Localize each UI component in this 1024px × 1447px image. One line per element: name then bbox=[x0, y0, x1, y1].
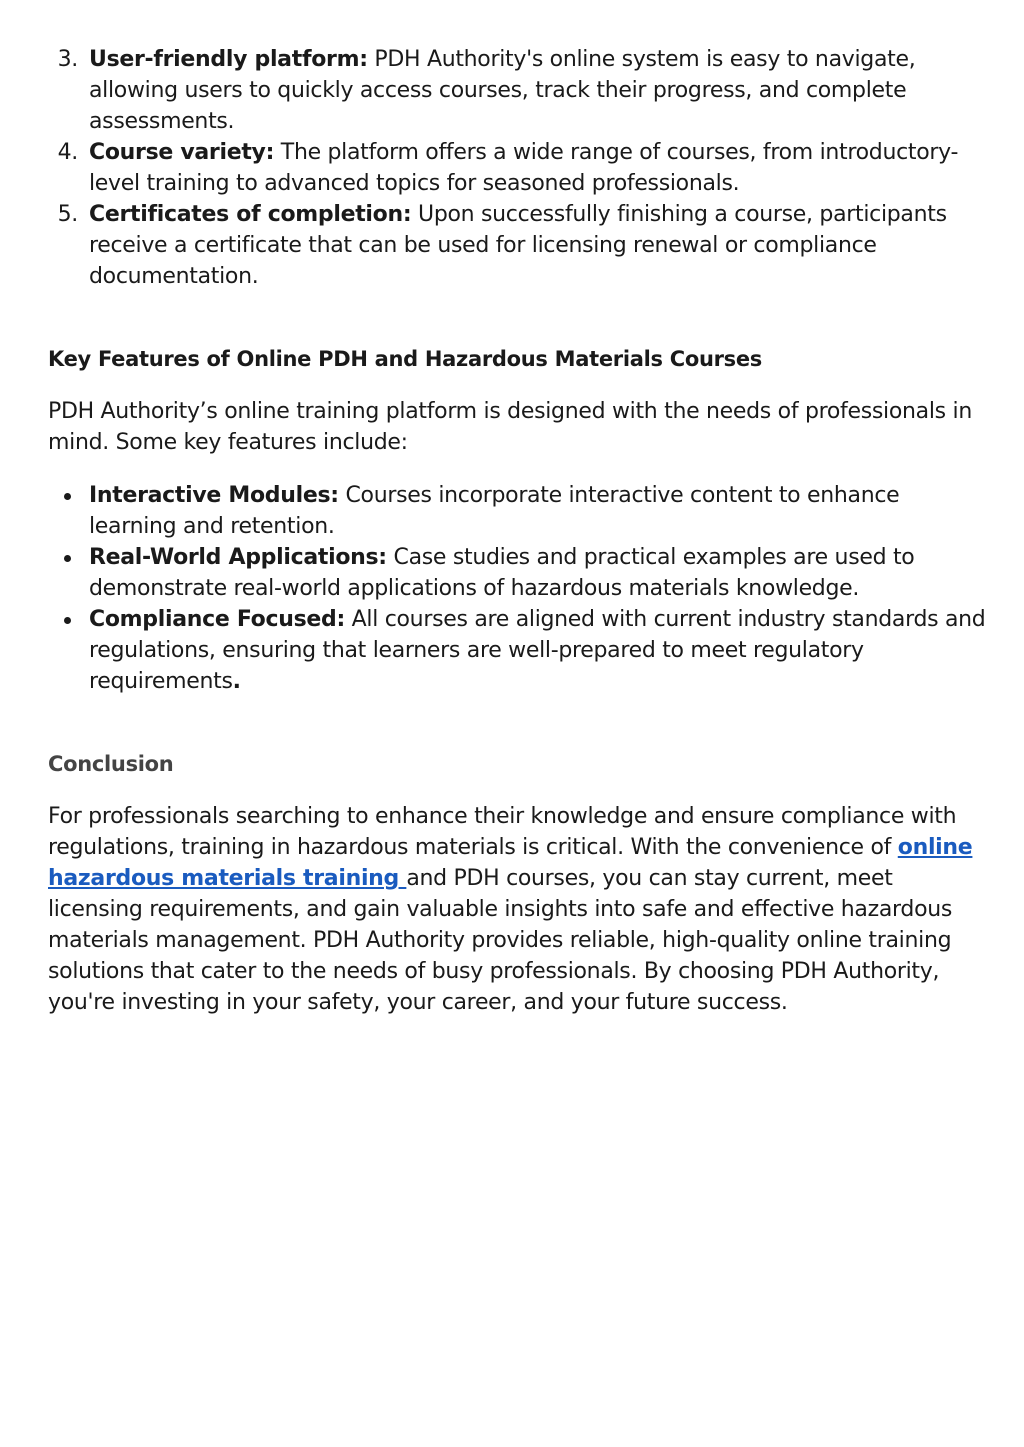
hazardous-materials-training-link[interactable]: online hazardous materials training bbox=[48, 835, 973, 891]
bullet-icon bbox=[64, 493, 71, 500]
list-number: 5. bbox=[57, 202, 78, 227]
bullet-icon bbox=[64, 617, 71, 624]
conclusion-text-before: For professionals searching to enhance their knowledge and ensure compliance with regulations, training in hazardous materials is critical. With the convenience of bbox=[48, 804, 957, 860]
list-item bbox=[48, 137, 988, 199]
item-text: The platform offers a wide range of courses, from introductory-level training to advanced topics for seasoned professionals. bbox=[89, 140, 959, 196]
item-text: Case studies and practical examples are used to demonstrate real-world applications of hazardous materials knowledge. bbox=[89, 545, 915, 601]
conclusion-heading: Conclusion bbox=[48, 752, 174, 776]
bullet-icon bbox=[64, 555, 71, 562]
list-item bbox=[48, 604, 988, 697]
item-text: Upon successfully finishing a course, participants receive a certificate that can be used for licensing renewal or compliance documentation. bbox=[89, 202, 947, 289]
item-text: Courses incorporate interactive content to enhance learning and retention. bbox=[89, 483, 900, 539]
conclusion-text-after: and PDH courses, you can stay current, meet licensing requirements, and gain valuable insights into safe and effective hazardous materials management. PDH Authority provides reliable, high-quality online training solutions that cater to the needs of busy professionals. By choosing PDH Authority, you're investing in your safety, your career, and your future success. bbox=[48, 866, 953, 1015]
list-item bbox=[48, 480, 988, 542]
item-end-punctuation: . bbox=[232, 669, 241, 694]
item-text: PDH Authority's online system is easy to navigate, allowing users to quickly access courses, track their progress, and complete assessments. bbox=[89, 47, 916, 134]
list-item bbox=[48, 199, 988, 292]
list-item bbox=[48, 542, 988, 604]
key-features-list bbox=[48, 480, 988, 697]
key-features-heading: Key Features of Online PDH and Hazardous Materials Courses bbox=[48, 347, 762, 371]
item-label: Compliance Focused: bbox=[89, 607, 345, 632]
key-features-intro: PDH Authority’s online training platform is designed with the needs of professionals in mind. Some key features include: bbox=[48, 399, 972, 455]
item-label: Interactive Modules: bbox=[89, 483, 339, 508]
item-label: Course variety: bbox=[89, 140, 275, 165]
item-label: User-friendly platform: bbox=[89, 47, 368, 72]
document-content bbox=[48, 44, 988, 1018]
item-text: All courses are aligned with current industry standards and regulations, ensuring that learners are well-prepared to meet regulatory requirements bbox=[89, 607, 986, 694]
item-label: Certificates of completion: bbox=[89, 202, 412, 227]
benefits-list bbox=[48, 44, 988, 292]
list-number: 4. bbox=[57, 140, 78, 165]
list-item bbox=[48, 44, 988, 137]
item-label: Real-World Applications: bbox=[89, 545, 387, 570]
list-number: 3. bbox=[57, 47, 78, 72]
conclusion-paragraph bbox=[48, 801, 988, 1018]
